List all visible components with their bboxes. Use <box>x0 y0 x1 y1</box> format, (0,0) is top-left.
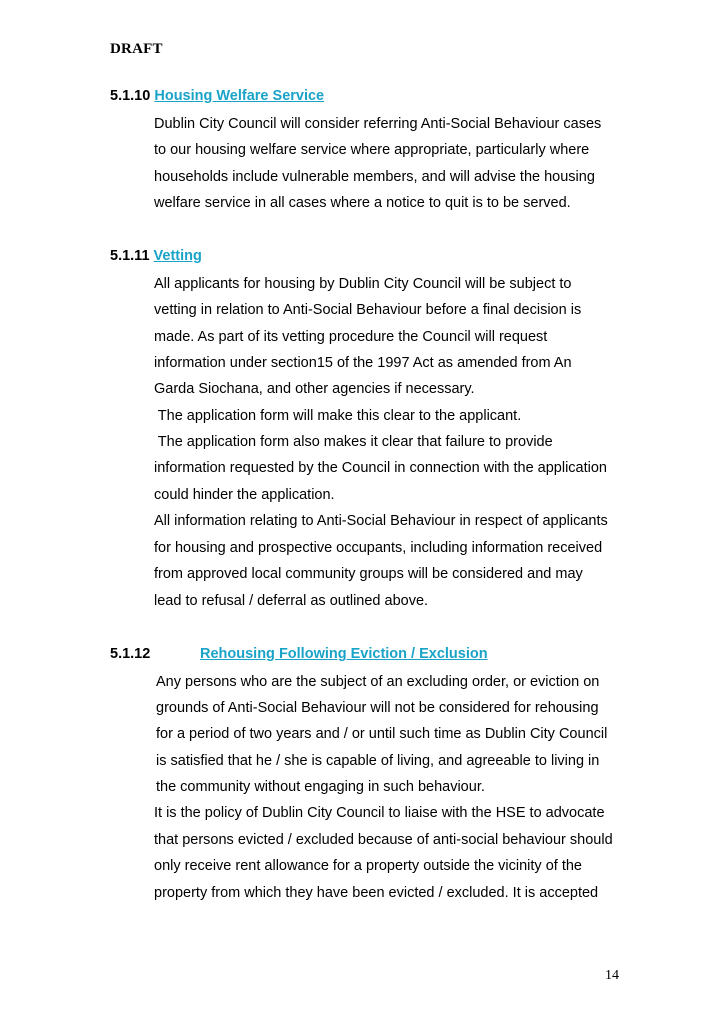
paragraph-line: grounds of Anti-Social Behaviour will not be considered for rehousing <box>156 700 599 716</box>
section-heading-5-1-10 <box>110 88 324 104</box>
section-title-housing-welfare-service: Housing Welfare Service <box>154 88 325 104</box>
paragraph-line: It is the policy of Dublin City Council to liaise with the HSE to advocate <box>154 805 605 821</box>
paragraph-line: from approved local community groups will be considered and may <box>154 566 583 582</box>
paragraph-line: All applicants for housing by Dublin City Council will be subject to <box>154 276 572 292</box>
paragraph-line: only receive rent allowance for a property outside the vicinity of the <box>154 858 582 874</box>
paragraph-line: Any persons who are the subject of an excluding order, or eviction on <box>156 674 600 690</box>
section-title-vetting: Vetting <box>153 248 202 264</box>
paragraph-line: the community without engaging in such behaviour. <box>156 779 485 795</box>
section-heading-5-1-11 <box>110 248 202 264</box>
section-number: 5.1.12 <box>110 646 151 662</box>
paragraph-line: Dublin City Council will consider referring Anti-Social Behaviour cases <box>154 116 602 132</box>
section-number: 5.1.11 <box>110 248 150 264</box>
paragraph-line: for a period of two years and / or until such time as Dublin City Council <box>156 726 608 742</box>
paragraph-line: The application form also makes it clear that failure to provide <box>154 434 553 450</box>
paragraph-line: that persons evicted / excluded because of anti-social behaviour should <box>154 832 613 848</box>
paragraph-line: for housing and prospective occupants, including information received <box>154 540 603 556</box>
section-number: 5.1.10 <box>110 88 151 104</box>
paragraph-line: made. As part of its vetting procedure the Council will request <box>154 329 548 345</box>
paragraph-line: property from which they have been evicted / excluded. It is accepted <box>154 885 599 901</box>
draft-label: DRAFT <box>110 41 163 57</box>
paragraph-line: is satisfied that he / she is capable of living, and agreeable to living in <box>156 753 600 769</box>
section-title-rehousing-following-eviction: Rehousing Following Eviction / Exclusion <box>200 646 488 662</box>
paragraph-line: information requested by the Council in connection with the application <box>154 460 607 476</box>
paragraph-line: vetting in relation to Anti-Social Behaviour before a final decision is <box>154 302 582 318</box>
section-heading-5-1-12 <box>110 646 488 662</box>
paragraph-line: welfare service in all cases where a notice to quit is to be served. <box>154 195 571 211</box>
paragraph-line: could hinder the application. <box>154 487 335 503</box>
paragraph-line: to our housing welfare service where appropriate, particularly where <box>154 142 590 158</box>
paragraph-line: Garda Siochana, and other agencies if necessary. <box>154 381 475 397</box>
paragraph-line: information under section15 of the 1997 Act as amended from An <box>154 355 572 371</box>
page-number: 14 <box>605 968 619 983</box>
paragraph-line: households include vulnerable members, and will advise the housing <box>154 169 595 185</box>
paragraph-line: All information relating to Anti-Social Behaviour in respect of applicants <box>154 513 608 529</box>
paragraph-line: The application form will make this clear to the applicant. <box>154 408 522 424</box>
paragraph-line: lead to refusal / deferral as outlined above. <box>154 593 429 609</box>
